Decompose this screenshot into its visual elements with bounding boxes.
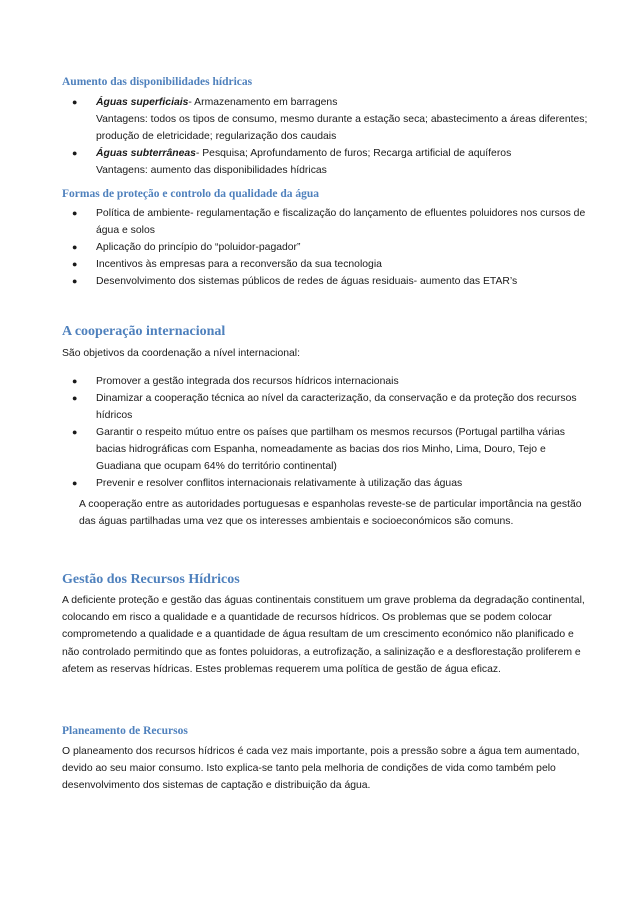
body-paragraph: O planeamento dos recursos hídricos é cada vez mais importante, pois a pressão sobre a água tem aumentado, devido ao seu maior consumo. Isto explica-se tanto pela melhoria de condições de vida como também pelo desenvolvimento dos sistemas de captação e distribuição da água. [62, 746, 580, 792]
list-disponibilidades [70, 94, 590, 179]
list-item [70, 373, 590, 390]
bullet-icon: ● [72, 208, 78, 218]
bullet-icon: ● [72, 393, 78, 403]
heading-cooperacao-internacional: A cooperação internacional [62, 324, 226, 339]
list-protecao [70, 205, 590, 290]
item-text: Incentivos às empresas para a reconversão da sua tecnologia [96, 259, 382, 270]
term-aguas-superficiais: Águas superficiais [96, 97, 189, 108]
body-paragraph: A deficiente proteção e gestão das águas continentais constituem um grave problema da degradação continental, colocando em risco a qualidade e a quantidade de recursos hídricos. Os problemas que se podem colocar comprometendo a qualidade e a quantidade de água resultam de um crescimento económico não planificado e não controlado permitindo que as fontes poluidoras, a eutrofização, a salinização e a desflorestação proliferem e afetem as reservas hídricas. Estes problemas requerem uma política de gestão de água eficaz. [62, 595, 585, 675]
bullet-icon: ● [72, 478, 78, 488]
intro-text: São objetivos da coordenação a nível internacional: [62, 348, 300, 359]
bullet-icon: ● [72, 276, 78, 286]
term-aguas-subterraneas: Águas subterrâneas [96, 148, 196, 159]
list-item [70, 239, 590, 256]
item-advantages: Vantagens: todos os tipos de consumo, mesmo durante a estação seca; abastecimento a áreas diferentes; produção de eletricidade; regularização dos caudais [96, 114, 588, 142]
list-item [70, 424, 590, 475]
list-item [70, 145, 590, 179]
item-text: - Armazenamento em barragens [188, 97, 338, 108]
heading-aumento-disponibilidades: Aumento das disponibilidades hídricas [62, 76, 253, 88]
list-item [70, 475, 590, 492]
list-item [70, 256, 590, 273]
heading-planeamento-recursos: Planeamento de Recursos [62, 725, 188, 737]
item-advantages: Vantagens: aumento das disponibilidades hídricas [96, 165, 327, 176]
item-text: - Pesquisa; Aprofundamento de furos; Recarga artificial de aquíferos [195, 148, 512, 159]
heading-gestao-recursos: Gestão dos Recursos Hídricos [62, 572, 240, 587]
item-text: Prevenir e resolver conflitos internacionais relativamente à utilização das águas [96, 478, 463, 489]
list-item [70, 273, 590, 290]
closing-paragraph: A cooperação entre as autoridades portuguesas e espanholas reveste-se de particular importância na gestão das águas partilhadas uma vez que os interesses ambientais e socioeconómicos são comuns. [79, 499, 582, 528]
heading-formas-protecao: Formas de proteção e controlo da qualidade da água [62, 188, 320, 200]
bullet-icon: ● [72, 259, 78, 269]
bullet-icon: ● [72, 376, 78, 386]
item-text: Desenvolvimento dos sistemas públicos de redes de águas residuais- aumento das ETAR’s [96, 276, 518, 287]
item-text: Dinamizar a cooperação técnica ao nível da caracterização, da conservação e da proteção dos recursos hídricos [96, 393, 577, 421]
item-text: Garantir o respeito mútuo entre os países que partilham os mesmos recursos (Portugal partilha várias bacias hidrográficas com Espanha, nomeadamente as bacias dos rios Minho, Lima, Douro, Tejo e Guadiana que ocupam 64% do território continental) [96, 427, 565, 472]
item-text: Política de ambiente- regulamentação e fiscalização do lançamento de efluentes poluidores nos cursos de água e solos [96, 208, 586, 236]
list-item [70, 205, 590, 239]
item-text: Aplicação do princípio do “poluidor-pagador” [96, 242, 301, 253]
item-text: Promover a gestão integrada dos recursos hídricos internacionais [96, 376, 399, 387]
list-item [70, 94, 590, 145]
bullet-icon: ● [72, 427, 78, 437]
bullet-icon: ● [72, 148, 78, 158]
list-cooperacao [70, 373, 590, 492]
bullet-icon: ● [72, 97, 78, 107]
list-item [70, 390, 590, 424]
bullet-icon: ● [72, 242, 78, 252]
